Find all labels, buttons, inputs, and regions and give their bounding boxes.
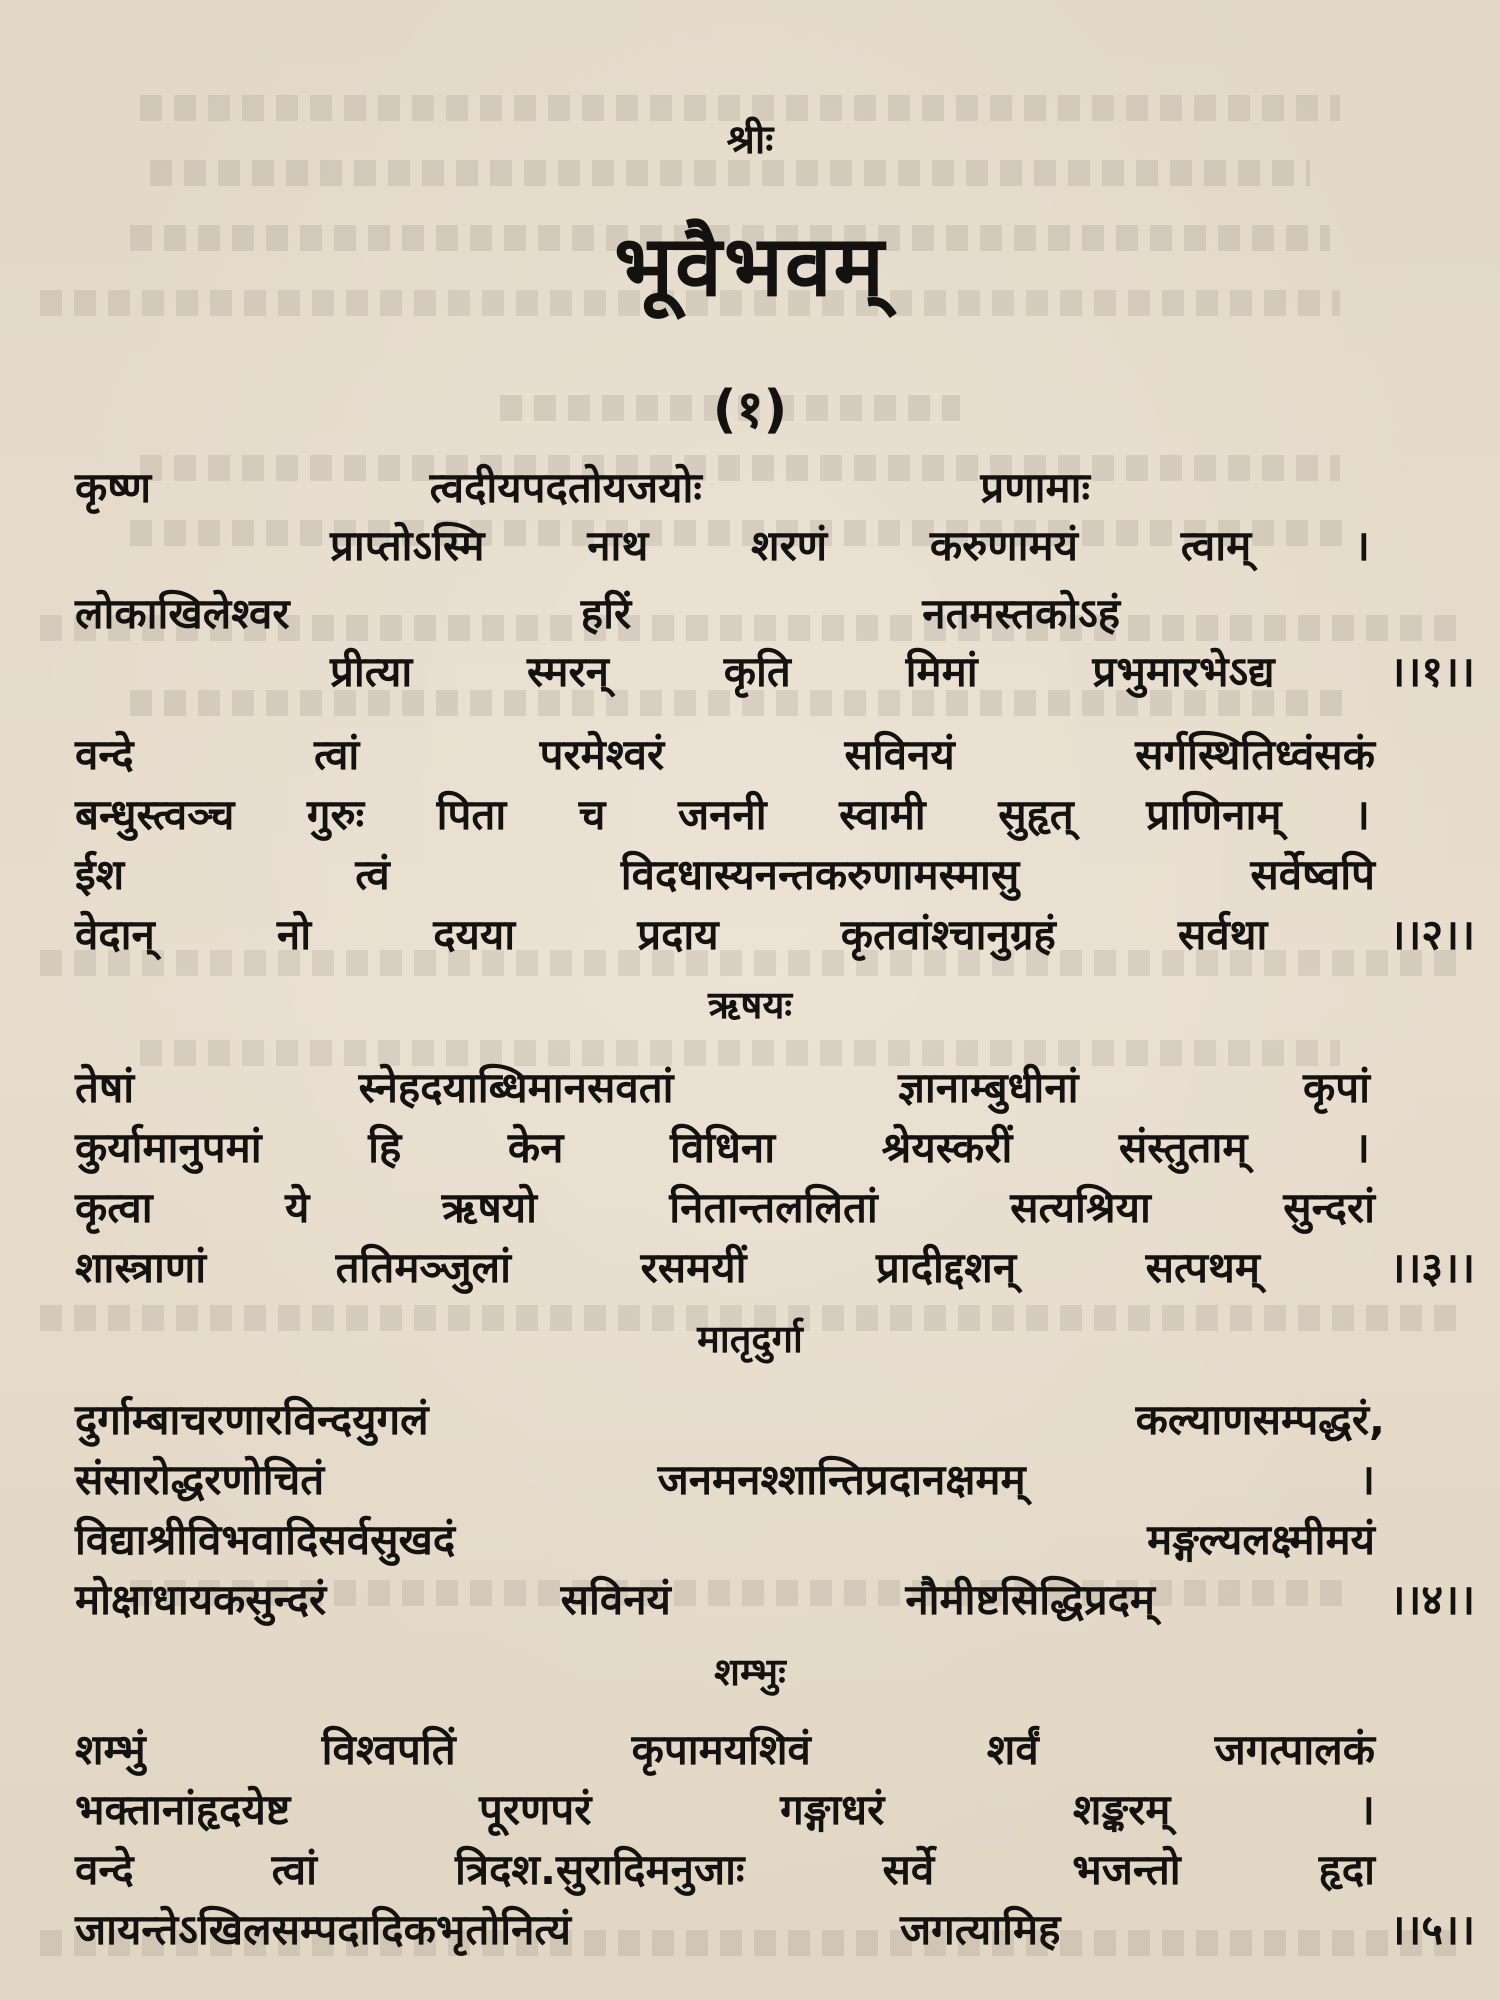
verse-word: सविनयं [560, 1575, 671, 1624]
verse-word: नौमीष्टसिद्धिप्रदम् [905, 1575, 1156, 1624]
verse-word: परमेश्वरं [539, 730, 665, 779]
verse-word: ज्ञानाम्बुधीनां [897, 1063, 1079, 1112]
verse-word: नितान्तललितां [669, 1183, 878, 1232]
section-heading-rishayah: ऋषयः [707, 983, 793, 1027]
verse-word: कृपां [1302, 1063, 1370, 1112]
verse-word: स्मरन् [527, 647, 609, 696]
verse-word: सत्यश्रिया [1010, 1183, 1151, 1232]
verse-word: त्वदीयपदतोयजयोः [429, 463, 702, 512]
verse-word: करुणामयं [929, 521, 1079, 570]
verse-word: दुर्गाम्बाचरणारविन्दयुगलं [75, 1395, 429, 1444]
verse-word: प्राणिनाम् [1146, 790, 1282, 839]
verse-word: गङ्गाधरं [780, 1785, 885, 1834]
verse-word: कृष्ण [75, 463, 152, 512]
verse-word: केन [507, 1123, 564, 1172]
verse-word: सर्वथा [1177, 910, 1268, 959]
verse-line [75, 458, 1090, 515]
verse-word: कल्याणसम्पद्धरं, [1135, 1395, 1385, 1444]
page-title: भूवैभवम् [614, 217, 886, 315]
verse-line [75, 1118, 1370, 1175]
verse-line [75, 1510, 1375, 1567]
verse-word: ये [284, 1183, 310, 1232]
verse-word: शर्वं [986, 1725, 1039, 1774]
verse-word: विदधास्यनन्तकरुणामस्मासु [620, 850, 1020, 899]
verse-word: प्रणामाः [980, 463, 1090, 512]
verse-line [75, 1390, 1385, 1447]
verse-number: ।।३।। [1389, 1243, 1475, 1292]
verse-word: जायन्तेऽखिलसम्पदादिकभृतोनित्यं [75, 1905, 571, 1954]
verse-word: हि [368, 1123, 402, 1172]
verse-word: ततिमञ्जुलां [335, 1243, 512, 1292]
verse-word: । [1359, 1455, 1375, 1504]
verse-word: स्नेहदयाब्धिमानसवतां [358, 1063, 674, 1112]
verse-word: कुर्यामानुपमां [75, 1123, 262, 1172]
verse-word: । [1354, 1123, 1370, 1172]
verse-word: जननी [677, 790, 767, 839]
verse-line [75, 584, 1120, 641]
verse-word: नतमस्तकोऽहं [922, 589, 1120, 638]
verse-word: संसारोद्धरणोचितं [75, 1455, 325, 1504]
verse-number: ।।२।। [1389, 910, 1475, 959]
verse-line [75, 1840, 1375, 1897]
verse-word: वन्दे [75, 730, 134, 779]
verse-word: शरणं [751, 521, 828, 570]
verse-word: त्रिदश.सुरादिमनुजाः [455, 1845, 745, 1894]
verse-word: स्वामी [839, 790, 926, 839]
verse-word: त्वं [355, 850, 390, 899]
verse-word: सर्वे [882, 1845, 935, 1894]
verse-word: शङ्करम् [1072, 1785, 1171, 1834]
verse-word: नो [276, 910, 312, 959]
verse-line [75, 1780, 1375, 1837]
verse-word: गुरुः [306, 790, 365, 839]
verse-word: । [1354, 790, 1370, 839]
verse-word: त्वां [271, 1845, 318, 1894]
verse-word: मोक्षाधायकसुन्दरं [75, 1575, 327, 1624]
verse-word: मङ्गल्यलक्ष्मीमयं [1147, 1515, 1375, 1564]
verse-word: दयया [433, 910, 516, 959]
verse-word: प्रभुमारभेऽद्य [1092, 647, 1275, 696]
verse-word: हरिं [580, 589, 632, 638]
verse-line [75, 1570, 1475, 1627]
verse-line [75, 905, 1475, 962]
verse-number: ।।५।। [1389, 1905, 1475, 1954]
verse-word: पिता [436, 790, 507, 839]
verse-word: सर्गस्थितिध्वंसकं [1135, 730, 1375, 779]
verse-word: रसमयीं [640, 1243, 747, 1292]
verse-word: त्वाम् [1180, 521, 1252, 570]
verse-word: ईश [75, 850, 125, 899]
verse-word: पूरणपरं [479, 1785, 592, 1834]
verse-number: ।।१।। [1389, 647, 1475, 696]
verse-word: त्वां [313, 730, 360, 779]
verse-line [75, 1178, 1375, 1235]
verse-word: प्रीत्या [330, 647, 413, 696]
verse-word: सुहृत् [998, 790, 1074, 839]
verse-word: जगत्पालकं [1214, 1725, 1375, 1774]
verse-word: सर्वेष्वपि [1250, 850, 1375, 899]
verse-word: प्रादीद्दशन् [875, 1243, 1017, 1292]
verse-line [75, 725, 1375, 782]
verse-line [75, 1900, 1475, 1957]
verse-word: कृपामयशिवं [631, 1725, 811, 1774]
verse-word: संस्तुताम् [1118, 1123, 1248, 1172]
verse-word: कृत्वा [75, 1183, 153, 1232]
verse-word: जनमनश्शान्तिप्रदानक्षमम् [657, 1455, 1026, 1504]
verse-word: बन्धुस्त्वञ्च [75, 790, 235, 839]
verse-word: विद्याश्रीविभवादिसर्वसुखदं [75, 1515, 456, 1564]
verse-word: शम्भुं [75, 1725, 146, 1774]
verse-number: ।।४।। [1389, 1575, 1475, 1624]
section-heading-shambhu: शम्भुः [714, 1650, 786, 1694]
verse-word: लोकाखिलेश्वर [75, 589, 290, 638]
verse-word: कृतवांश्चानुग्रहं [840, 910, 1056, 959]
verse-word: सविनयं [844, 730, 955, 779]
verse-line [75, 845, 1375, 902]
verse-word: तेषां [75, 1063, 135, 1112]
verse-word: ऋषयो [441, 1183, 537, 1232]
verse-word: विश्वपतिं [321, 1725, 456, 1774]
verse-word: । [1359, 1785, 1375, 1834]
verse-word: । [1354, 521, 1370, 570]
verse-word: हृदा [1318, 1845, 1375, 1894]
verse-word: वन्दे [75, 1845, 134, 1894]
verse-line [75, 785, 1370, 842]
verse-word: च [578, 790, 606, 839]
verse-word: प्रदाय [637, 910, 719, 959]
verse-word: शास्त्राणां [75, 1243, 207, 1292]
verse-word: मिमां [905, 647, 978, 696]
shri-invocation: श्रीः [726, 117, 774, 163]
verse-word: जगत्यामिह [899, 1905, 1061, 1954]
verse-line [75, 1720, 1375, 1777]
verse-word: कृति [723, 647, 791, 696]
verse-line [75, 1450, 1375, 1507]
verse-word: विधिना [669, 1123, 776, 1172]
verse-line [330, 642, 1475, 699]
verse-word: नाथ [587, 521, 649, 570]
verse-line [75, 1238, 1475, 1295]
verse-word: भजन्तो [1072, 1845, 1181, 1894]
verse-word: प्राप्तोऽस्मि [330, 521, 485, 570]
verse-word: श्रेयस्करीं [881, 1123, 1013, 1172]
section-number: (१) [712, 380, 788, 440]
verse-line [75, 1058, 1370, 1115]
verse-word: सत्पथम् [1145, 1243, 1260, 1292]
verse-word: वेदान् [75, 910, 155, 959]
section-heading-matridurga: मातृदुर्गा [697, 1317, 803, 1361]
verse-word: सुन्दरां [1283, 1183, 1375, 1232]
verse-line [330, 516, 1370, 573]
verse-word: भक्तानांहृदयेष्ट [75, 1785, 291, 1834]
